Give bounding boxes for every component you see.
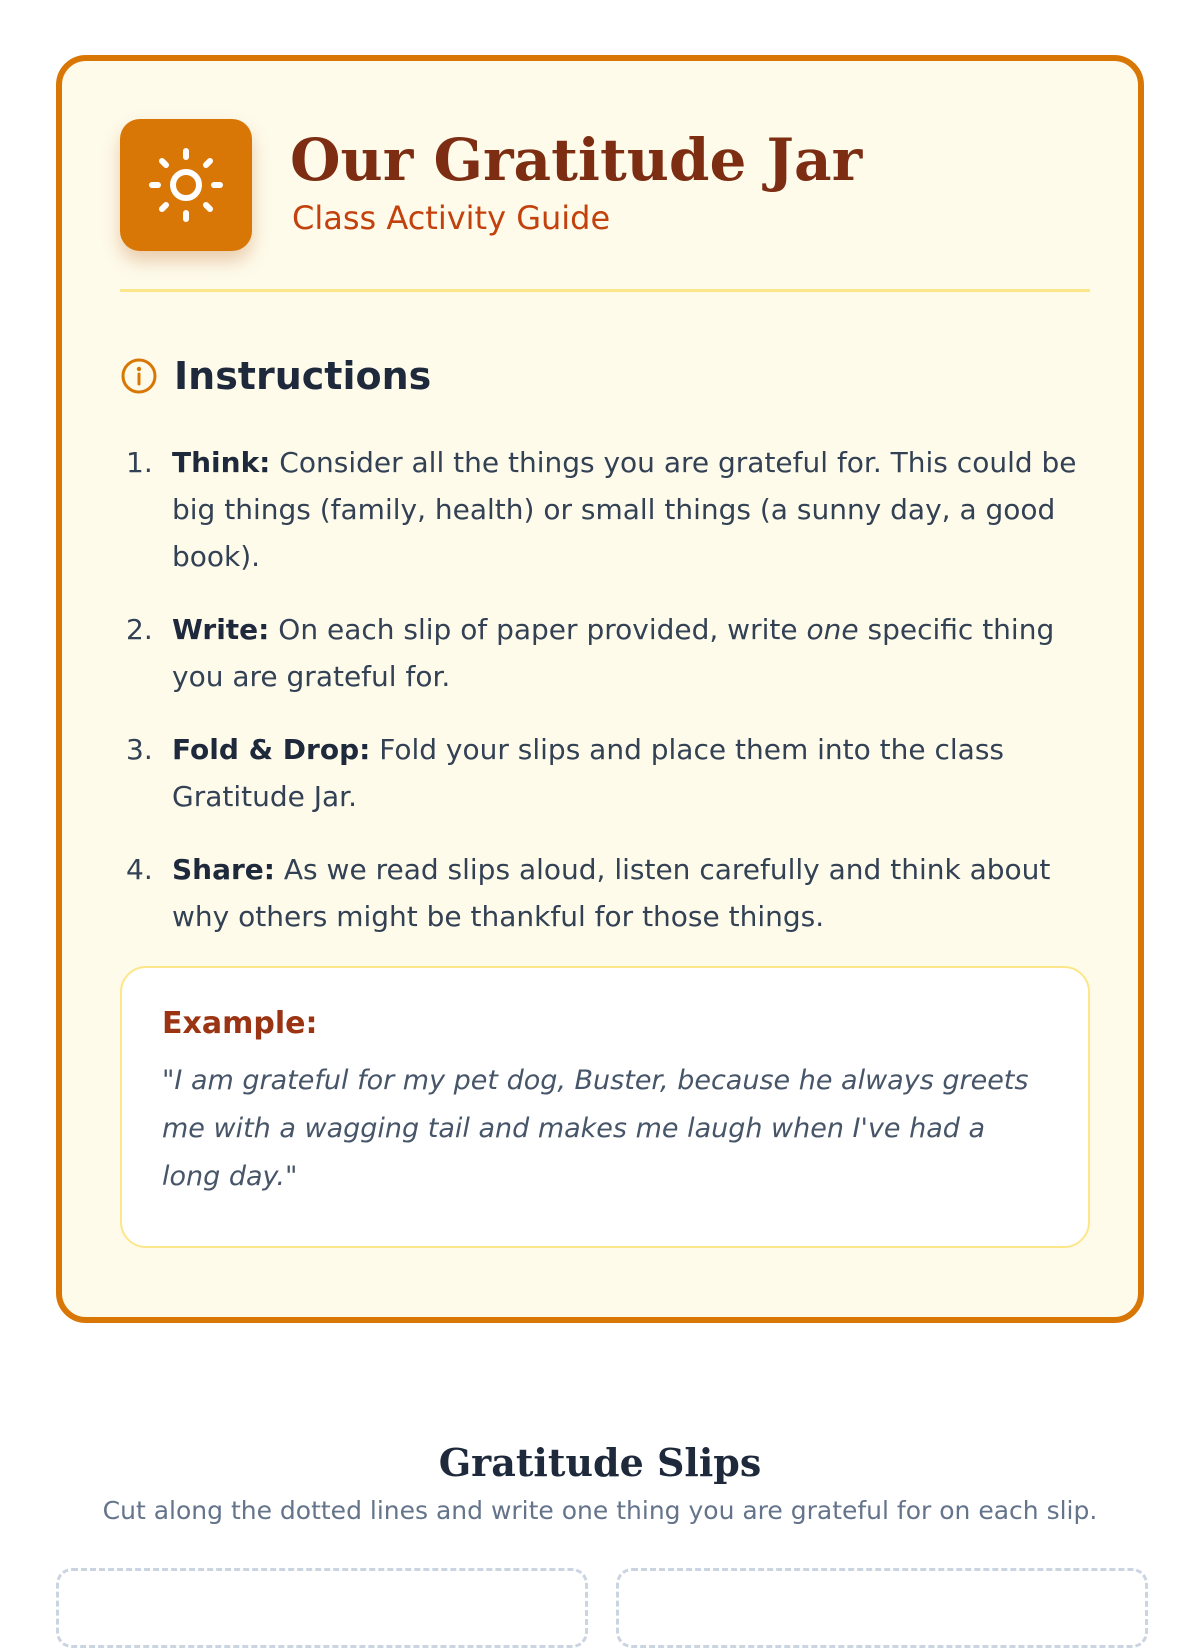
instruction-step-share <box>120 846 1080 940</box>
example-box <box>120 966 1090 1248</box>
instruction-step-think <box>120 439 1080 580</box>
instructions-heading <box>120 351 431 401</box>
step-number: 4. <box>126 853 153 886</box>
example-label: Example: <box>162 1006 318 1041</box>
page-subtitle: Class Activity Guide <box>292 199 611 237</box>
gratitude-slip[interactable] <box>56 1568 588 1648</box>
step-label: Share: <box>172 853 275 886</box>
guide-header <box>120 119 1090 292</box>
activity-guide-card <box>56 55 1144 1323</box>
example-quote: "I am grateful for my pet dog, Buster, because he always greets me with a wagging tail and makes me laugh when I've had a long day." <box>162 1065 1029 1192</box>
step-label: Fold & Drop: <box>172 733 371 766</box>
step-text: On each slip of paper provided, write <box>278 613 798 646</box>
step-number: 1. <box>126 446 153 479</box>
instruction-step-fold-drop <box>120 726 1080 820</box>
step-text: Fold your slips and place them into the class Gratitude Jar. <box>172 733 1005 813</box>
page-title: Our Gratitude Jar <box>290 126 863 194</box>
slips-subtitle: Cut along the dotted lines and write one thing you are grateful for on each slip. <box>102 1496 1098 1525</box>
step-emphasis: one <box>806 613 859 646</box>
gratitude-slip[interactable] <box>616 1568 1148 1648</box>
step-text: As we read slips aloud, listen carefully and think about why others might be thankful for those things. <box>172 853 1051 933</box>
slips-title: Gratitude Slips <box>438 1440 762 1485</box>
instructions-title: Instructions <box>174 354 432 398</box>
logo-badge <box>120 119 252 251</box>
step-text-continued: specific thing you are grateful for. <box>172 613 1055 693</box>
step-label: Think: <box>172 446 271 479</box>
step-number: 2. <box>126 613 153 646</box>
info-icon <box>120 357 158 395</box>
step-number: 3. <box>126 733 153 766</box>
sun-icon <box>146 145 226 225</box>
step-label: Write: <box>172 613 270 646</box>
instruction-step-write <box>120 606 1080 700</box>
step-text: Consider all the things you are grateful for. This could be big things (family, health) or small things (a sunny day, a good book). <box>172 446 1077 573</box>
instruction-list <box>120 439 1080 966</box>
